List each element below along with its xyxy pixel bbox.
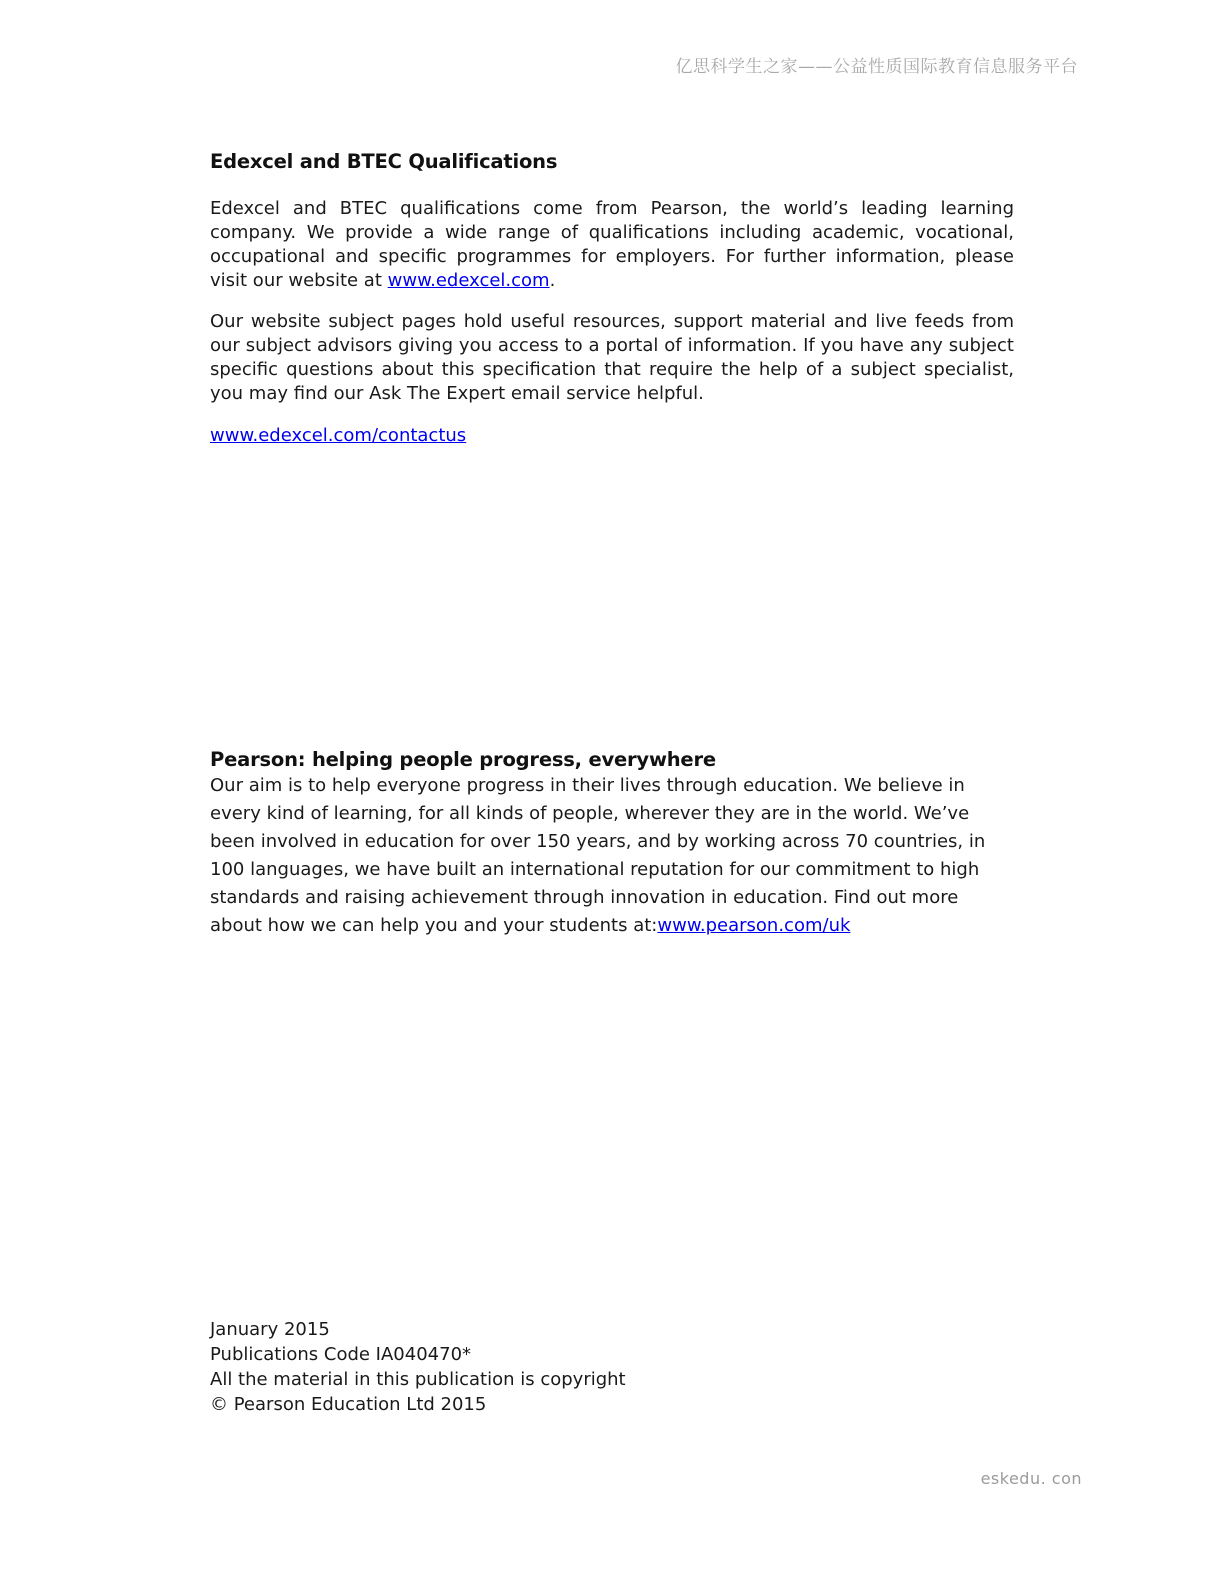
copyright-notice: All the material in this publication is copyright xyxy=(210,1369,626,1390)
edexcel-heading: Edexcel and BTEC Qualifications xyxy=(210,150,558,173)
edexcel-website-link[interactable]: www.edexcel.com xyxy=(387,270,550,291)
edexcel-section xyxy=(210,150,1014,448)
pearson-heading: Pearson: helping people progress, everywhere xyxy=(210,748,716,771)
pearson-paragraph xyxy=(210,772,1014,940)
bottom-watermark-text: eskedu. con xyxy=(980,1469,1082,1488)
contact-us-link[interactable]: www.edexcel.com/contactus xyxy=(210,425,467,446)
edexcel-paragraph-1 xyxy=(210,197,1014,293)
publications-code: Publications Code IA040470* xyxy=(210,1344,472,1365)
pearson-website-link[interactable]: www.pearson.com/uk xyxy=(657,915,851,936)
contact-link-line xyxy=(210,424,1014,448)
paragraph-text: Edexcel and BTEC qualifications come from Pearson, the world’s leading learning company. We provide a wide range of qualifications including academic, vocational, occupational and specific programmes for employers. For further information, please visit our website at xyxy=(210,198,1014,291)
paragraph-text: . xyxy=(549,270,556,291)
paragraph-text: Our aim is to help everyone progress in their lives through education. We believe in every kind of learning, for all kinds of people, wherever they are in the world. We’ve been involved in education for over 150 years, and by working across 70 countries, in 100 languages, we have built an international reputation for our commitment to high standards and raising achievement through innovation in education. Find out more about how we can help you and your students at: xyxy=(210,775,986,936)
edexcel-paragraph-2: Our website subject pages hold useful resources, support material and live feeds from our subject advisors giving you access to a portal of information. If you have any subject specific questions about this specification that require the help of a subject specialist, you may find our Ask The Expert email service helpful. xyxy=(210,311,1014,404)
copyright-owner: © Pearson Education Ltd 2015 xyxy=(210,1394,487,1415)
top-watermark-text: 亿思科学生之家——公益性质国际教育信息服务平台 xyxy=(675,57,1078,77)
pearson-section xyxy=(210,747,1014,940)
publication-date: January 2015 xyxy=(210,1319,330,1340)
publication-footer xyxy=(210,1317,626,1417)
